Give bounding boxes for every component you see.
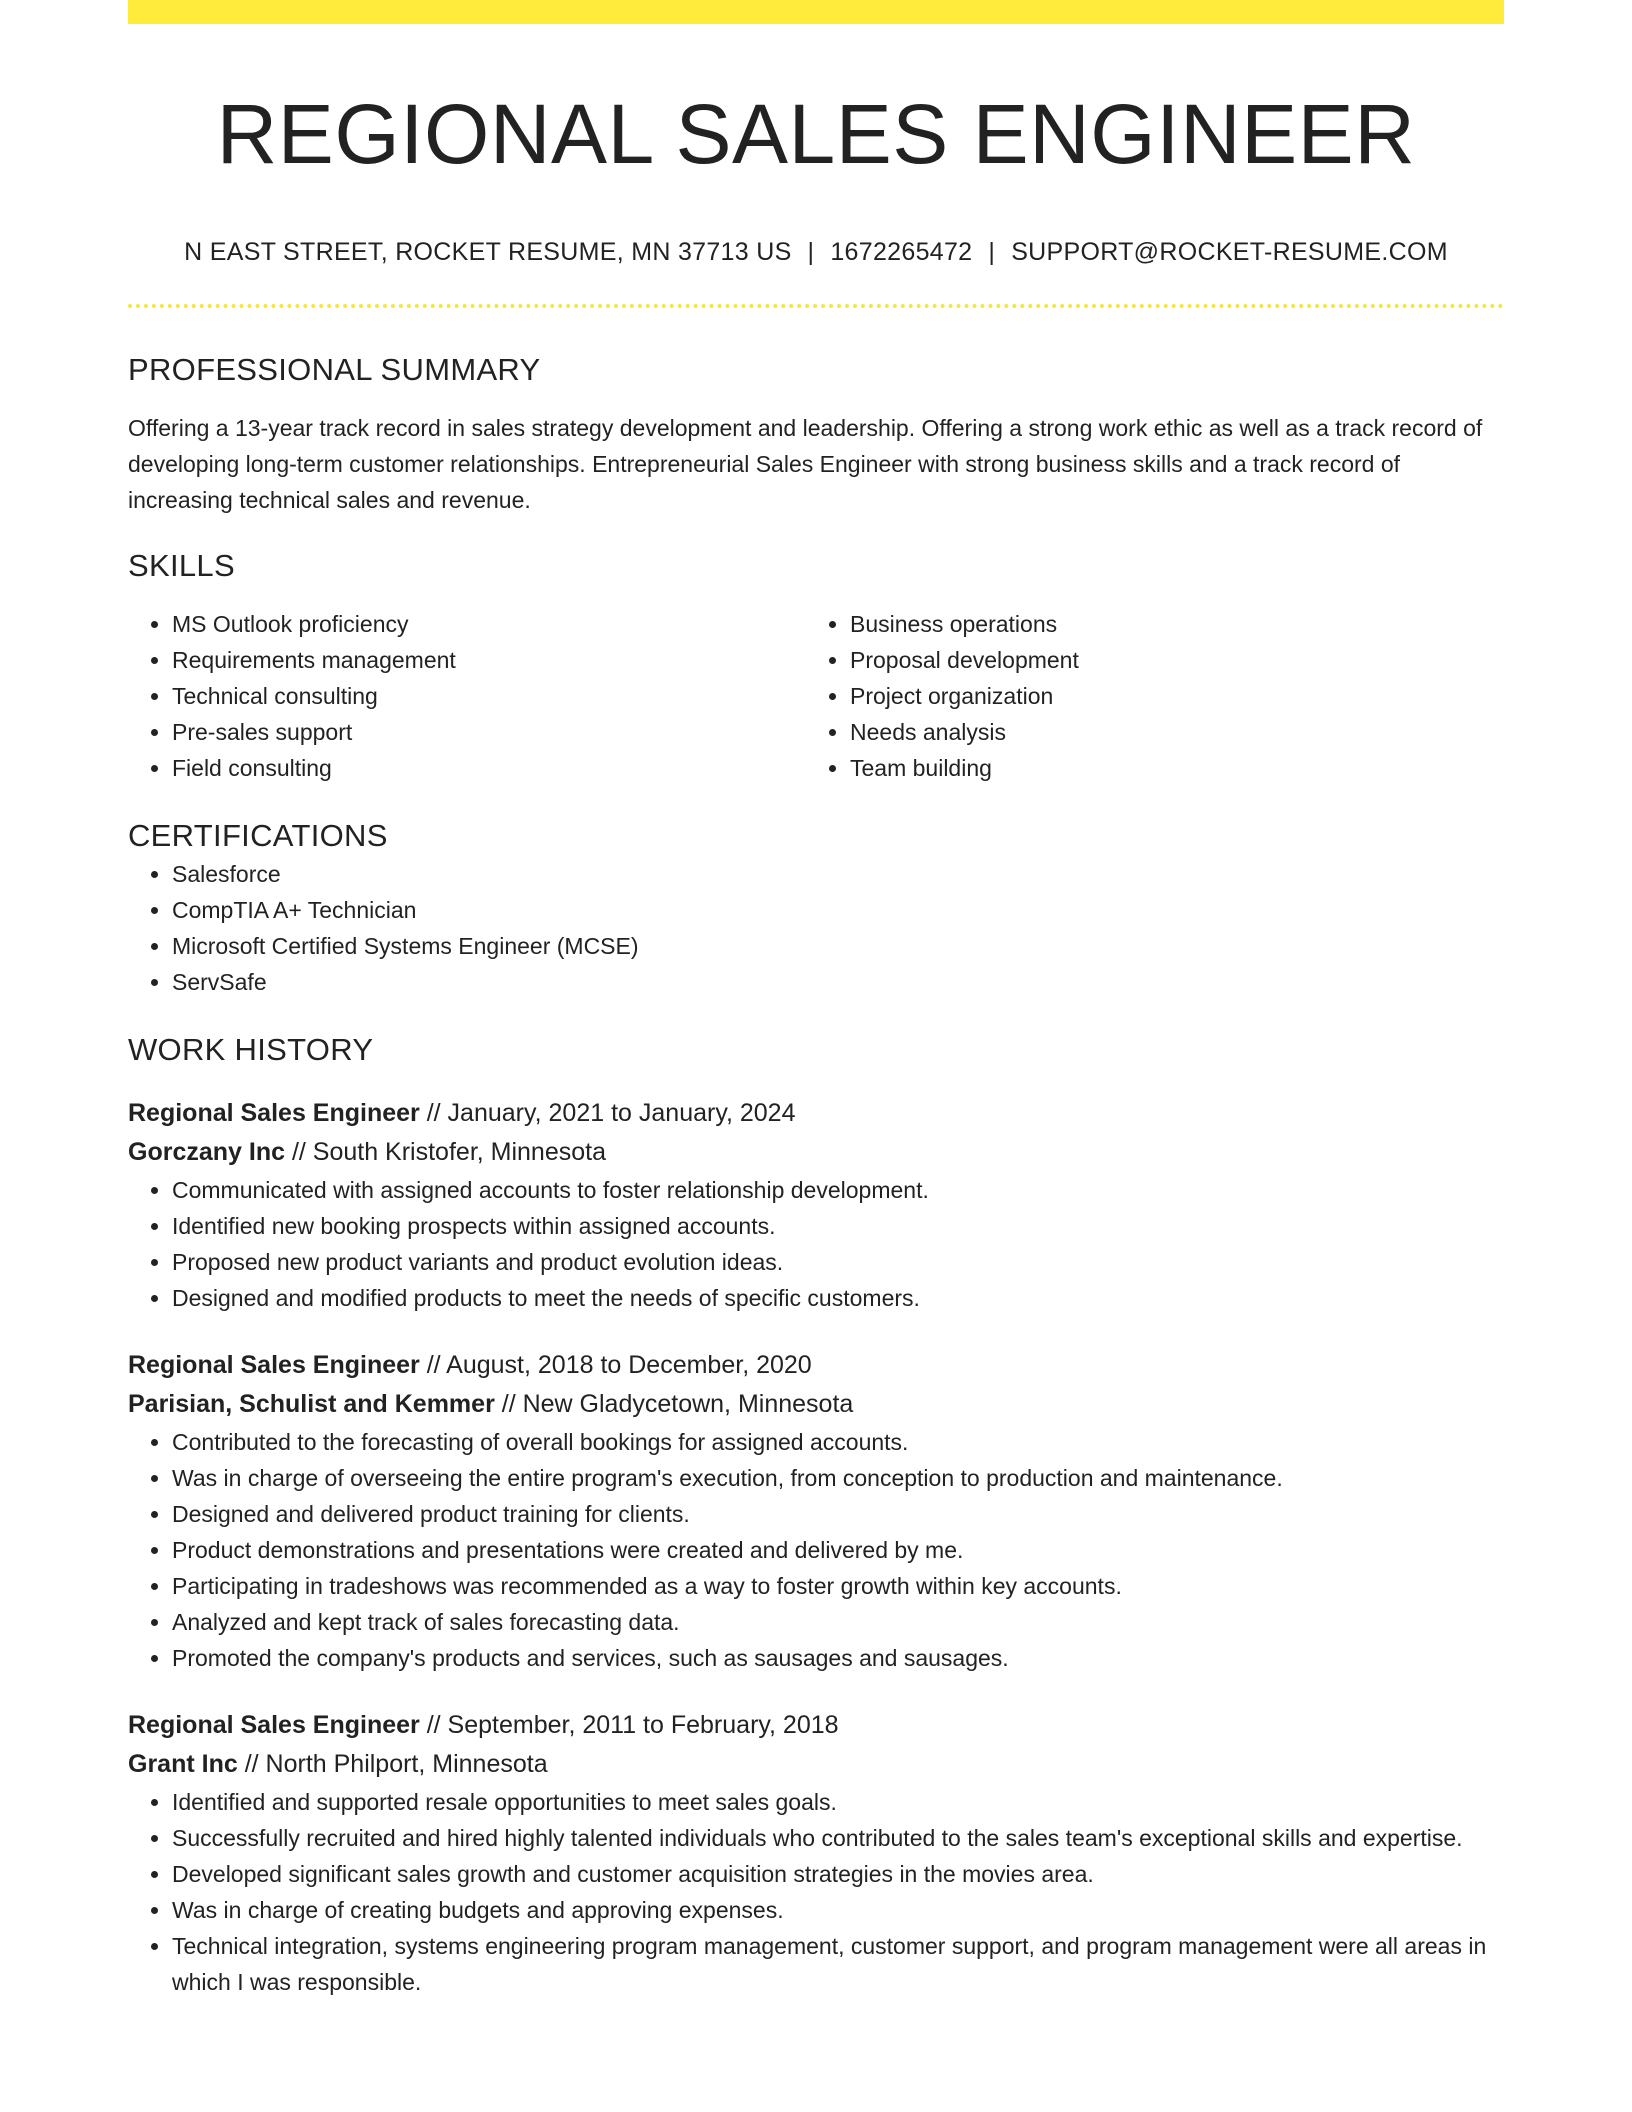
job-dates: // August, 2018 to December, 2020 [419, 1351, 812, 1379]
job-company: Parisian, Schulist and Kemmer [128, 1390, 495, 1418]
contact-phone: 1672265472 [830, 238, 973, 266]
certification-item: • CompTIA A+ Technician [172, 892, 1504, 928]
job-bullet: • Contributed to the forecasting of overall bookings for assigned accounts. [172, 1424, 1504, 1460]
contact-address: N EAST STREET, ROCKET RESUME, MN 37713 US [184, 238, 792, 266]
skills-list-right [806, 606, 1484, 786]
job-company-line [128, 1745, 1504, 1784]
skill-item: • Requirements management [172, 642, 806, 678]
dotted-divider [128, 304, 1504, 308]
job-bullet: • Communicated with assigned accounts to foster relationship development. [172, 1172, 1504, 1208]
job-company: Gorczany Inc [128, 1138, 285, 1166]
job-role-line [128, 1094, 1504, 1133]
skill-item: • Business operations [850, 606, 1484, 642]
job-role-line [128, 1706, 1504, 1745]
skills-list-left [128, 606, 806, 786]
job-role: Regional Sales Engineer [128, 1351, 420, 1379]
summary-text: Offering a 13-year track record in sales strategy development and leadership. Offering a strong work ethic as well as a track record of developing long-term customer relationships. Entrepreneurial Sales Engineer with strong business skills and a track record of increasing technical sales and revenue. [128, 415, 1483, 513]
job-bullet: • Promoted the company's products and services, such as sausages and sausages. [172, 1640, 1504, 1676]
job-dates: // September, 2011 to February, 2018 [419, 1711, 839, 1739]
job-bullet: • Was in charge of creating budgets and approving expenses. [172, 1892, 1504, 1928]
job-bullet: • Developed significant sales growth and customer acquisition strategies in the movies area. [172, 1856, 1504, 1892]
job-bullet: • Identified and supported resale opportunities to meet sales goals. [172, 1784, 1504, 1820]
job-bullets [128, 1784, 1504, 2000]
job-location: // North Philport, Minnesota [237, 1750, 548, 1778]
job-bullet: • Analyzed and kept track of sales forecasting data. [172, 1604, 1504, 1640]
certifications-list [128, 856, 1504, 1000]
resume-title: REGIONAL SALES ENGINEER [216, 87, 1416, 181]
certification-item: • Microsoft Certified Systems Engineer (MCSE) [172, 928, 1504, 964]
certification-item: • ServSafe [172, 964, 1504, 1000]
skill-item: • Project organization [850, 678, 1484, 714]
job-entry [128, 1094, 1504, 1316]
job-bullet: • Successfully recruited and hired highly talented individuals who contributed to the sales team's exceptional skills and expertise. [172, 1820, 1504, 1856]
skills-grid [128, 606, 1504, 786]
skill-item: • Field consulting [172, 750, 806, 786]
skill-item: • Needs analysis [850, 714, 1484, 750]
job-entry [128, 1346, 1504, 1676]
contact-line [128, 236, 1504, 268]
job-location: // New Gladycetown, Minnesota [494, 1390, 854, 1418]
top-accent-bar [128, 0, 1504, 24]
job-dates: // January, 2021 to January, 2024 [419, 1099, 796, 1127]
job-bullet: • Product demonstrations and presentations were created and delivered by me. [172, 1532, 1504, 1568]
section-title-work-history: WORK HISTORY [128, 1032, 374, 1067]
job-company-line [128, 1385, 1504, 1424]
job-company: Grant Inc [128, 1750, 238, 1778]
job-bullet: • Proposed new product variants and product evolution ideas. [172, 1244, 1504, 1280]
job-bullet: • Designed and delivered product training for clients. [172, 1496, 1504, 1532]
job-bullet: • Was in charge of overseeing the entire program's execution, from conception to production and maintenance. [172, 1460, 1504, 1496]
skill-item: • Technical consulting [172, 678, 806, 714]
skill-item: • Pre-sales support [172, 714, 806, 750]
contact-separator: | [807, 238, 815, 266]
section-title-skills: SKILLS [128, 548, 235, 583]
job-bullets [128, 1424, 1504, 1676]
contact-separator: | [988, 238, 996, 266]
section-title-summary: PROFESSIONAL SUMMARY [128, 352, 541, 387]
job-bullets [128, 1172, 1504, 1316]
job-bullet: • Identified new booking prospects within assigned accounts. [172, 1208, 1504, 1244]
contact-email: SUPPORT@ROCKET-RESUME.COM [1011, 238, 1448, 266]
job-role-line [128, 1346, 1504, 1385]
job-entry [128, 1706, 1504, 2000]
job-bullet: • Technical integration, systems engineering program management, customer support, and program management were all areas in which I was responsible. [172, 1928, 1504, 2000]
skill-item: • Proposal development [850, 642, 1484, 678]
job-bullet: • Participating in tradeshows was recommended as a way to foster growth within key accounts. [172, 1568, 1504, 1604]
job-role: Regional Sales Engineer [128, 1711, 420, 1739]
certification-item: • Salesforce [172, 856, 1504, 892]
job-role: Regional Sales Engineer [128, 1099, 420, 1127]
skill-item: • MS Outlook proficiency [172, 606, 806, 642]
section-title-certifications: CERTIFICATIONS [128, 818, 388, 853]
skill-item: • Team building [850, 750, 1484, 786]
resume-content [128, 0, 1504, 2000]
job-company-line [128, 1133, 1504, 1172]
job-bullet: • Designed and modified products to meet the needs of specific customers. [172, 1280, 1504, 1316]
job-location: // South Kristofer, Minnesota [285, 1138, 606, 1166]
